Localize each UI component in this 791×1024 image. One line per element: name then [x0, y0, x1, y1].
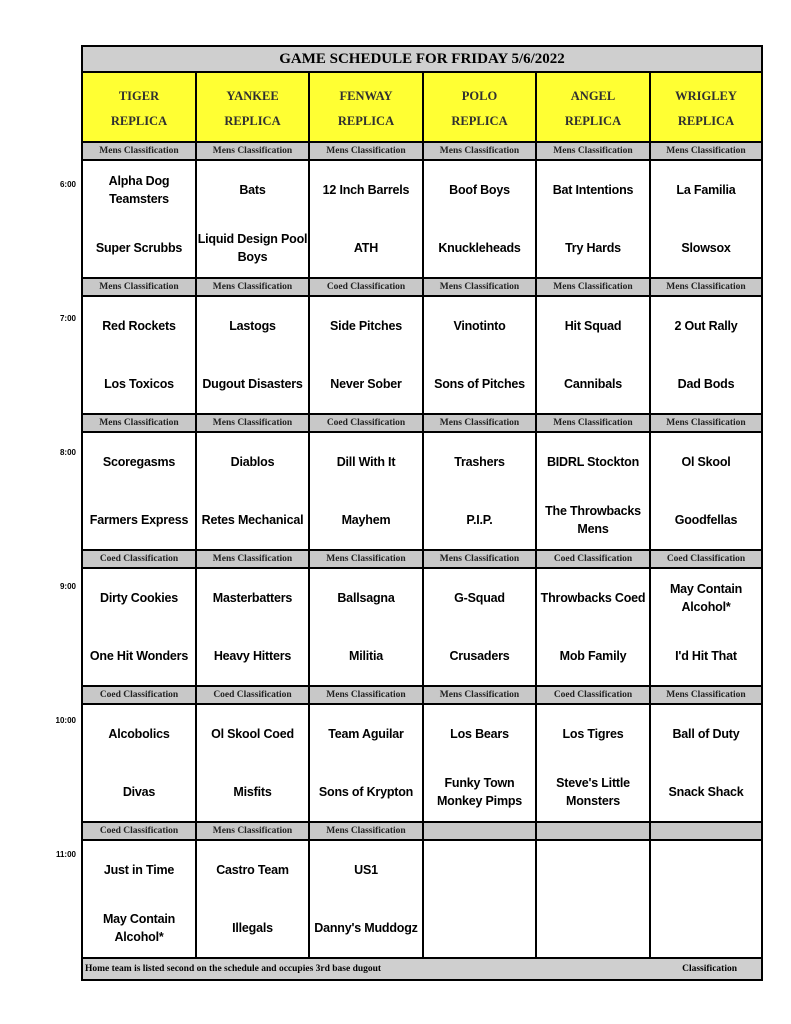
classification-label: Coed Classification — [666, 554, 746, 564]
classification-label: Mens Classification — [83, 415, 197, 431]
classification-row — [83, 687, 761, 705]
home-team: Sons of Pitches — [434, 377, 525, 391]
game-cell — [197, 161, 310, 277]
home-team: Farmers Express — [89, 513, 189, 527]
classification-label: Mens Classification — [537, 279, 651, 295]
game-row — [83, 161, 761, 279]
away-team: Side Pitches — [330, 319, 402, 333]
classification-label: Mens Classification — [197, 279, 310, 295]
game-row — [83, 297, 761, 415]
game-cell — [424, 569, 537, 685]
game-cell — [424, 705, 537, 821]
game-row — [83, 433, 761, 551]
away-team: Just in Time — [103, 863, 175, 877]
away-team: Team Aguilar — [328, 727, 404, 741]
classification-label: Mens Classification — [83, 279, 197, 295]
classification-label: Mens Classification — [424, 415, 537, 431]
game-cell — [310, 433, 424, 549]
home-team: Illegals — [232, 921, 273, 935]
away-team: Los Tigres — [562, 727, 624, 741]
game-cell — [83, 433, 197, 549]
game-cell — [197, 569, 310, 685]
home-team: Crusaders — [449, 649, 510, 663]
game-cell — [310, 705, 424, 821]
away-team: Ol Skool — [681, 455, 731, 469]
schedule-title: GAME SCHEDULE FOR FRIDAY 5/6/2022 — [83, 47, 761, 73]
home-team: Knuckleheads — [438, 241, 521, 255]
home-team: Dugout Disasters — [202, 377, 303, 391]
classification-label — [537, 823, 651, 839]
field-header-yankee: YANKEE REPLICA — [197, 73, 310, 141]
away-team: Dill With It — [336, 455, 396, 469]
classification-label: Coed Classification — [537, 551, 651, 567]
game-cell — [310, 841, 424, 957]
classification-label: Mens Classification — [666, 146, 746, 156]
away-team: Ol Skool Coed — [211, 727, 294, 741]
home-team: Misfits — [233, 785, 272, 799]
away-team: Ballsagna — [337, 591, 395, 605]
home-team: The Throwbacks Mens — [545, 504, 641, 536]
classification-label: Coed Classification — [537, 687, 651, 703]
field-header-tiger: TIGER REPLICA — [83, 73, 197, 141]
away-team: BIDRL Stockton — [546, 455, 640, 469]
classification-label: Mens Classification — [537, 143, 651, 159]
classification-label: Mens Classification — [424, 143, 537, 159]
away-team: Boof Boys — [449, 183, 510, 197]
game-cell — [537, 841, 651, 957]
classification-label: Mens Classification — [197, 823, 310, 839]
home-team: Liquid Design Pool Boys — [197, 232, 308, 264]
classification-label: Mens Classification — [424, 279, 537, 295]
game-row — [83, 841, 761, 959]
game-cell — [651, 705, 761, 821]
classification-label: Mens Classification — [424, 551, 537, 567]
game-cell — [537, 569, 651, 685]
time-label: 7:00 — [59, 314, 76, 323]
time-label: 11:00 — [55, 850, 76, 859]
time-slots — [83, 143, 761, 959]
classification-row — [83, 143, 761, 161]
game-cell — [537, 161, 651, 277]
home-team: Sons of Krypton — [318, 785, 414, 799]
game-cell — [424, 841, 537, 957]
away-team: Dirty Cookies — [100, 591, 178, 605]
game-cell — [83, 841, 197, 957]
game-cell — [651, 433, 761, 549]
home-team: I'd Hit That — [675, 649, 737, 663]
classification-label: Mens Classification — [197, 415, 310, 431]
classification-label: Mens Classification — [666, 418, 746, 428]
footer-note: Home team is listed second on the schedule and occupies 3rd base dugout — [85, 964, 382, 974]
home-team: Funky Town Monkey Pimps — [436, 776, 523, 808]
classification-label: Mens Classification — [197, 143, 310, 159]
away-team: Bat Intentions — [552, 183, 634, 197]
home-team: Heavy Hitters — [213, 649, 292, 663]
classification-label: Mens Classification — [666, 690, 746, 700]
home-team: Try Hards — [565, 241, 621, 255]
classification-row — [83, 279, 761, 297]
classification-label: Mens Classification — [83, 143, 197, 159]
home-team: Goodfellas — [674, 513, 738, 527]
game-cell — [83, 161, 197, 277]
field-header-angel: ANGEL REPLICA — [537, 73, 651, 141]
schedule-sheet — [81, 45, 763, 981]
classification-label: Coed Classification — [310, 279, 424, 295]
time-label: 8:00 — [59, 448, 76, 457]
home-team: Snack Shack — [668, 785, 744, 799]
game-cell — [424, 297, 537, 413]
home-team: Slowsox — [681, 241, 731, 255]
game-cell — [537, 705, 651, 821]
game-cell — [197, 841, 310, 957]
time-label: 10:00 — [55, 716, 76, 725]
away-team: Lastogs — [229, 319, 276, 333]
game-cell — [83, 569, 197, 685]
away-team: Bats — [239, 183, 266, 197]
home-team: ATH — [353, 241, 379, 255]
field-header-wrigley: WRIGLEY REPLICA — [675, 89, 737, 128]
game-cell — [83, 297, 197, 413]
classification-label: Coed Classification — [83, 551, 197, 567]
away-team: 12 Inch Barrels — [322, 183, 410, 197]
time-label: 9:00 — [59, 582, 76, 591]
game-cell — [537, 433, 651, 549]
game-row — [83, 569, 761, 687]
classification-label: Mens Classification — [197, 551, 310, 567]
game-cell — [310, 161, 424, 277]
game-cell — [651, 569, 761, 685]
away-team: Alpha Dog Teamsters — [108, 174, 170, 206]
home-team: Never Sober — [330, 377, 402, 391]
classification-label: Mens Classification — [310, 823, 424, 839]
classification-label: Coed Classification — [83, 687, 197, 703]
home-team: Los Toxicos — [104, 377, 174, 391]
home-team: Cannibals — [564, 377, 622, 391]
field-header-row — [83, 73, 761, 143]
home-team: Militia — [348, 649, 384, 663]
away-team: Throwbacks Coed — [540, 591, 646, 605]
game-cell — [424, 161, 537, 277]
home-team: Divas — [122, 785, 156, 799]
game-cell — [537, 297, 651, 413]
classification-label: Mens Classification — [424, 687, 537, 703]
classification-label: Mens Classification — [666, 282, 746, 292]
game-row — [83, 705, 761, 823]
away-team: Hit Squad — [564, 319, 622, 333]
away-team: Ball of Duty — [672, 727, 740, 741]
game-cell — [197, 705, 310, 821]
classification-label: Mens Classification — [310, 551, 424, 567]
classification-row — [83, 551, 761, 569]
away-team: Diablos — [230, 455, 275, 469]
away-team: US1 — [354, 863, 378, 877]
game-cell — [651, 841, 761, 957]
away-team: 2 Out Rally — [674, 319, 738, 333]
classification-label: Mens Classification — [537, 415, 651, 431]
classification-label — [424, 823, 537, 839]
classification-row — [83, 415, 761, 433]
game-cell — [310, 569, 424, 685]
game-cell — [197, 433, 310, 549]
home-team: Mayhem — [341, 513, 391, 527]
away-team: La Familia — [676, 183, 736, 197]
away-team: May Contain Alcohol* — [669, 582, 743, 614]
away-team: G-Squad — [454, 591, 505, 605]
home-team: Danny's Muddogz — [314, 921, 418, 935]
game-cell — [83, 705, 197, 821]
home-team: Steve's Little Monsters — [556, 776, 630, 808]
field-header-fenway: FENWAY REPLICA — [310, 73, 424, 141]
home-team: P.I.P. — [466, 513, 493, 527]
classification-label: Coed Classification — [310, 415, 424, 431]
home-team: Super Scrubbs — [95, 241, 183, 255]
game-cell — [651, 297, 761, 413]
home-team: One Hit Wonders — [89, 649, 189, 663]
classification-label: Coed Classification — [83, 823, 197, 839]
footer-legend: Classification — [682, 964, 737, 974]
classification-label — [651, 823, 761, 839]
away-team: Trashers — [454, 455, 505, 469]
time-label: 6:00 — [59, 180, 76, 189]
classification-label: Mens Classification — [310, 143, 424, 159]
classification-row — [83, 823, 761, 841]
away-team: Los Bears — [450, 727, 509, 741]
away-team: Masterbatters — [212, 591, 293, 605]
home-team: Retes Mechanical — [201, 513, 304, 527]
away-team: Alcobolics — [108, 727, 170, 741]
home-team: Mob Family — [559, 649, 627, 663]
away-team: Scoregasms — [102, 455, 176, 469]
home-team: May Contain Alcohol* — [102, 912, 176, 944]
field-header-polo: POLO REPLICA — [424, 73, 537, 141]
footer-bar — [83, 959, 761, 979]
game-cell — [197, 297, 310, 413]
away-team: Castro Team — [216, 863, 289, 877]
classification-label: Mens Classification — [310, 687, 424, 703]
away-team: Vinotinto — [453, 319, 506, 333]
home-team: Dad Bods — [677, 377, 735, 391]
game-cell — [310, 297, 424, 413]
classification-label: Coed Classification — [197, 687, 310, 703]
game-cell — [424, 433, 537, 549]
away-team: Red Rockets — [102, 319, 176, 333]
game-cell — [651, 161, 761, 277]
